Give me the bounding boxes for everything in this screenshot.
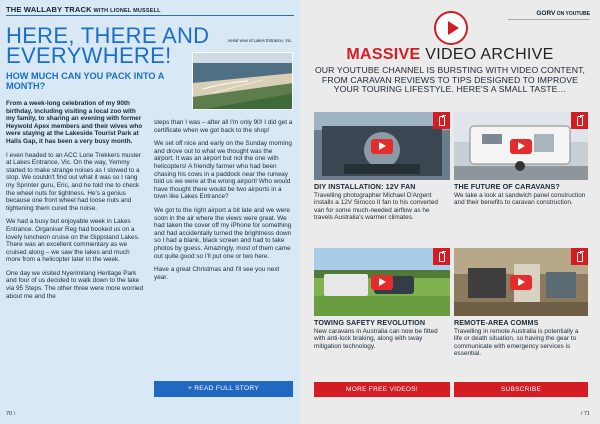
paragraph: We had a busy but enjoyable week in Lakes Entrance. Organiser Reg had booked us on a lovely luncheon cruise on the Gippsland Lakes. There was an excellent commentary as we cruised along – we saw the lakes and much more from a helicopter later in the week. [6, 218, 140, 264]
pointer-hand-icon[interactable] [433, 248, 450, 265]
photo-caption: Aerial view of Lakes Entrance, Vic. [227, 38, 292, 43]
youtube-play-icon[interactable] [371, 139, 393, 154]
video-card[interactable] [454, 248, 588, 358]
video-description: New caravans in Australia can now be fitted with anti-lock braking, along with sway mitigation technology. [314, 328, 438, 350]
right-page [300, 0, 600, 424]
video-title[interactable]: THE FUTURE OF CARAVANS? [454, 182, 560, 191]
pointer-hand-icon[interactable] [433, 112, 450, 129]
youtube-play-icon[interactable] [510, 139, 532, 154]
video-description: Travelling photographer Michael D'Argent installs a 12V Sirocco II fan to his converted van for some much-needed airflow as he travels Australia's warmer climates. [314, 192, 438, 222]
paragraph: We got to the right airport a bit late and we were soon in the air where the views were great. We had taken the cover off my iPhone for something and had accidentally turned the brightness down so I had a blank, black screen and had to take photos by guess. Amazingly, most of them came out quite good so I'll put one or two here. [154, 206, 292, 260]
paragraph: steps than I was – after all I'm only 90! I did get a certificate when we got back to the shop! [154, 119, 293, 134]
subscribe-button[interactable]: SUBSCRIBE [454, 382, 588, 397]
header-divider [6, 15, 294, 16]
article-column-2 [154, 119, 293, 287]
section-header [536, 10, 590, 17]
video-description: We take a look at sandwich panel construction and their benefits to caravan construction. [454, 192, 586, 207]
paragraph: Have a great Christmas and I'll see you next year. [154, 266, 280, 281]
youtube-play-icon[interactable] [510, 275, 532, 290]
page-number-left: 70 \ [6, 411, 16, 417]
archive-intro: OUR YOUTUBE CHANNEL IS BURSTING WITH VIDEO CONTENT, FROM CARAVAN REVIEWS TO TIPS DESIGNED TO IMPROVE YOUR TOURING LIFESTYLE. HERE'S A SMALL TASTE… [314, 65, 586, 95]
video-title[interactable]: DIY INSTALLATION: 12V FAN [314, 182, 416, 191]
article-headline: HERE, THERE AND EVERYWHERE! [6, 23, 210, 68]
video-card[interactable] [454, 112, 588, 207]
video-description: Travelling in remote Australia is potentially a life or death situation, so having the gear to communicate with emergency services is essential. [454, 328, 579, 358]
pointer-hand-icon[interactable] [571, 248, 588, 265]
column-header [6, 5, 161, 14]
column-author: WITH LIONEL MUSSELL [91, 8, 161, 14]
column-name: THE WALLABY TRACK [6, 5, 92, 14]
paragraph: One day we visited Nyerimilang Heritage Park and four of us decided to walk down to the lake via 95 Steps. The other three were more worried about me and the [6, 269, 143, 300]
video-title[interactable]: TOWING SAFETY REVOLUTION [314, 318, 426, 327]
section-name: GORV [536, 10, 556, 17]
video-card[interactable] [314, 112, 450, 222]
read-full-story-button[interactable]: + READ FULL STORY [154, 381, 293, 397]
page-number-right: / 71 [580, 411, 590, 417]
paragraph: We set off nice and early on the Sunday morning and drove out to what we thought was the airport. It was an airport but not the one with helicopters! A friendly farmer who had been chasing his cows in a paddock near the runway told us we were at the wrong airport! Who would have thought there would be two airports in a town like Lakes Entrance? [154, 140, 292, 201]
aerial-photo [192, 52, 293, 110]
video-thumbnail[interactable] [454, 112, 588, 180]
article-column-1 [6, 100, 144, 306]
title-highlight: MASSIVE [346, 46, 421, 63]
section-sub: ON YOUTUBE [555, 11, 590, 17]
lead-paragraph: From a week-long celebration of my 90th birthday, including visiting a local zoo with my family, to sharing an evening with former Heywold Apex members and their wives who were staying at the Lakeside Tourist Park at Halls Gap, it has been a very busy month. [6, 100, 143, 145]
video-thumbnail[interactable] [454, 248, 588, 316]
more-free-videos-button[interactable]: MORE FREE VIDEOS! [314, 382, 450, 397]
video-card[interactable] [314, 248, 450, 350]
play-circle-logo-icon [434, 11, 468, 45]
header-divider [508, 19, 590, 20]
archive-title [300, 46, 600, 64]
video-title[interactable]: REMOTE-AREA COMMS [454, 318, 539, 327]
title-rest: VIDEO ARCHIVE [420, 46, 554, 63]
video-thumbnail[interactable] [314, 248, 450, 316]
article-subhead: HOW MUCH CAN YOU PACK INTO A MONTH? [6, 71, 165, 91]
pointer-hand-icon[interactable] [571, 112, 588, 129]
video-thumbnail[interactable] [314, 112, 450, 180]
paragraph: I even headed to an ACC Lone Trekkers muster at Lakes Entrance, Vic. On the way, Yemmy started to make strange noises as I slowed to a stop. We couldn't find out what it was so I rang my Sprinter guru, Eric, and he told me to check the wheel nuts for tightness. He's a genius because one front wheel had loose nuts and tightening them cured the noise. [6, 151, 141, 212]
youtube-play-icon[interactable] [371, 275, 393, 290]
